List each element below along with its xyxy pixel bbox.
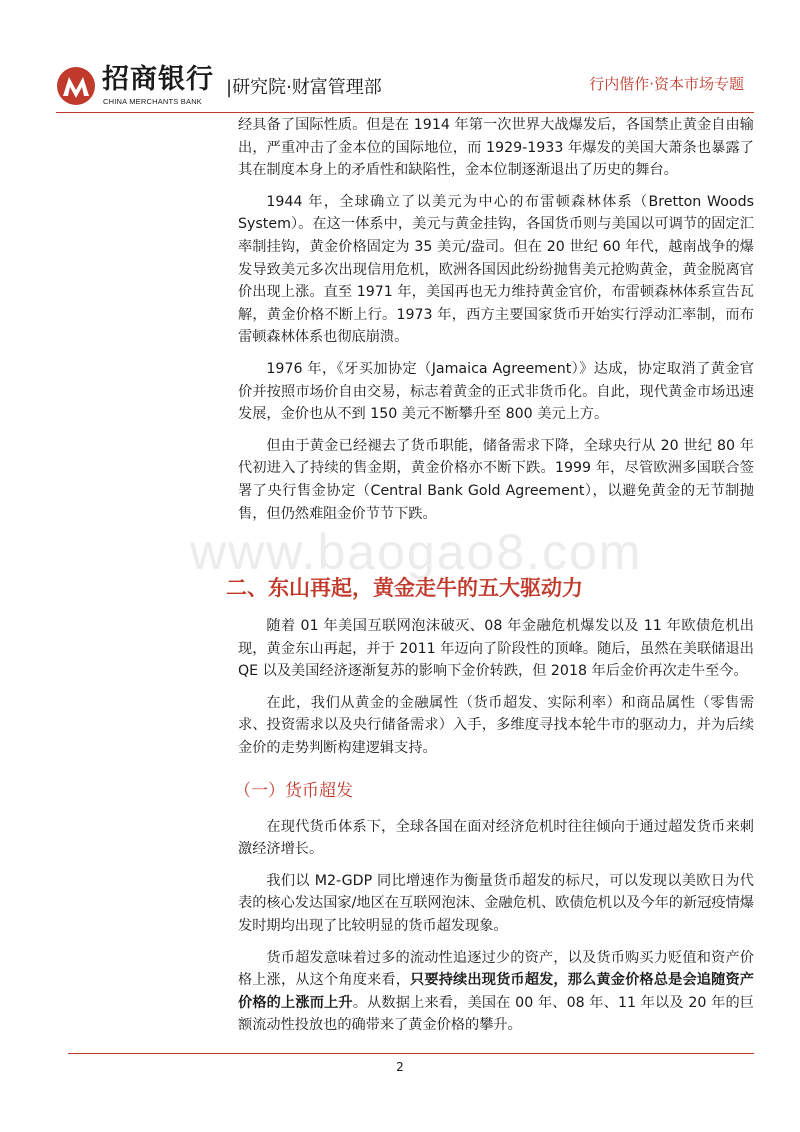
paragraph-gold-standard-end: 经具备了国际性质。但是在 1914 年第一次世界大战爆发后，各国禁止黄金自由输出，严重冲击了金本位的国际地位，而 1929-1933 年爆发的美国大萧条也暴露了其在制度本身上的矛盾性和缺陷性，金本位制逐渐退出了历史的舞台。 xyxy=(238,117,754,179)
logo-chinese-name: 招商银行 xyxy=(102,64,214,95)
paragraph-liquidity-effect xyxy=(238,947,754,1037)
department-name: |研究院·财富管理部 xyxy=(226,77,382,98)
logo-english-name: CHINA MERCHANTS BANK xyxy=(103,97,203,106)
page-number: 2 xyxy=(396,1060,404,1074)
paragraph-gold-revival: 随着 01 年美国互联网泡沫破灭、08 年金融危机爆发以及 11 年欧债危机出现，黄金东山再起，并于 2011 年迈向了阶段性的顶峰。随后，虽然在美联储退出 QE 以及美国经济逐渐复苏的影响下金价转跌，但 2018 年后金价再次走牛至今。 xyxy=(238,618,754,680)
paragraph-bretton-woods: 1944 年，全球确立了以美元为中心的布雷顿森林体系（Bretton Woods System）。在这一体系中，美元与黄金挂钩，各国货币则与美国以可调节的固定汇率制挂钩，黄金价格固定为 35 美元/盎司。但在 20 世纪 60 年代，越南战争的爆发导致美元多次出现信用危机，欧洲各国因此纷纷抛售美元抢购黄金，黄金脱离官价出现上涨。直至 1971 年，美国再也无力维持黄金官价，布雷顿森林体系宣告瓦解，黄金价格不断上行。1973 年，西方主要国家货币开始实行浮动汇率制，而布雷顿森林体系也彻底崩溃。 xyxy=(238,193,754,346)
report-series: 行内偕作·资本市场专题 xyxy=(589,75,744,93)
paragraph-jamaica-agreement: 1976 年，《牙买加协定（Jamaica Agreement）》达成，协定取消了黄金官价并按照市场价自由交易，标志着黄金的正式非货币化。自此，现代黄金市场迅速发展，金价也从不到 150 美元不断攀升至 800 美元上方。 xyxy=(238,360,754,423)
paragraph-central-bank-selling: 但由于黄金已经褪去了货币职能，储备需求下降，全球央行从 20 世纪 80 年代初进入了持续的售金期，黄金价格亦不断下跌。1999 年，尽管欧洲多国联合签署了央行售金协定（Central Bank Gold Agreement），以避免黄金的无节制抛售，但仍然难阻金价节节下跌。 xyxy=(238,437,754,522)
paragraph-analysis-framework: 在此，我们从黄金的金融属性（货币超发、实际利率）和商品属性（零售需求、投资需求以及央行储备需求）入手，多维度寻找本轮牛市的驱动力，并为后续金价的走势判断构建逻辑支持。 xyxy=(238,694,754,757)
report-body xyxy=(226,114,754,1046)
header-divider xyxy=(56,112,754,113)
liquidity-text-start: 货币超发意味着过多的流动性追逐过少的资产，以及货币购买力贬值和资产价格上涨，从这个角度来看， xyxy=(238,949,754,989)
subsection-heading-money-supply: （一）货币超发 xyxy=(234,780,353,801)
paragraph-m2-gdp-metric: 我们以 M2-GDP 同比增速作为衡量货币超发的标尺，可以发现以美欧日为代表的核心发达国家/地区在互联网泡沫、金融危机、欧债危机以及今年的新冠疫情爆发时期均出现了比较明显的货币超发现象。 xyxy=(238,872,754,935)
cmb-logo-icon xyxy=(56,66,96,106)
paragraph-money-printing: 在现代货币体系下，全球各国在面对经济危机时往往倾向于通过超发货币来刺激经济增长。 xyxy=(238,818,754,858)
liquidity-text-end: 。从数据上来看，美国在 00 年、08 年、11 年以及 20 年的巨额流动性投放也的确带来了黄金价格的攀升。 xyxy=(238,994,754,1034)
section-heading-drivers: 二、东山再起，黄金走牛的五大驱动力 xyxy=(226,576,583,601)
page-header xyxy=(56,62,746,112)
footer-divider xyxy=(68,1053,754,1054)
watermark: www.baogao8.com xyxy=(190,524,643,580)
key-conclusion-bold: 只要持续出现货币超发，那么黄金价格总是会追随资产价格的上涨而上升 xyxy=(238,972,754,1011)
